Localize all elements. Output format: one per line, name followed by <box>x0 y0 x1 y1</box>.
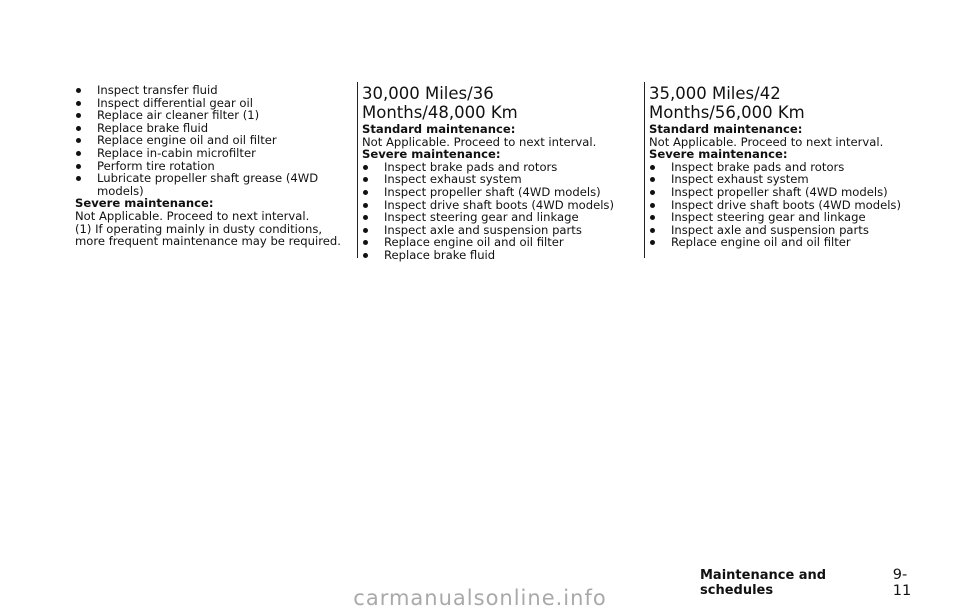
list-item: Replace engine oil and oil filter <box>362 236 620 249</box>
page-number: 9-11 <box>892 567 912 599</box>
list-item: Replace brake fluid <box>362 249 620 262</box>
list-item: Inspect differential gear oil <box>75 97 343 110</box>
list-item: Replace air cleaner filter (1) <box>75 109 343 122</box>
list-item: Inspect exhaust system <box>649 173 907 186</box>
list-item: Inspect propeller shaft (4WD models) <box>649 186 907 199</box>
list-item: Perform tire rotation <box>75 160 343 173</box>
list-item: Replace engine oil and oil filter <box>75 134 343 147</box>
maintenance-list <box>649 161 907 249</box>
list-item: Inspect drive shaft boots (4WD models) <box>649 199 907 212</box>
list-item: Replace engine oil and oil filter <box>649 236 907 249</box>
severe-heading: Severe maintenance: <box>362 147 501 162</box>
list-item: Inspect drive shaft boots (4WD models) <box>362 199 620 212</box>
section-name: Maintenance and schedules <box>700 568 827 598</box>
list-item: Lubricate propeller shaft grease (4WD models) <box>75 172 343 197</box>
interval-title: 30,000 Miles/36 Months/48,000 Km <box>362 84 518 122</box>
interval-title: 35,000 Miles/42 Months/56,000 Km <box>649 84 805 122</box>
column-35000-miles <box>644 82 907 258</box>
maintenance-list <box>75 84 343 197</box>
list-item: Inspect steering gear and linkage <box>649 211 907 224</box>
list-item: Replace in-cabin microfilter <box>75 147 343 160</box>
list-item: Inspect axle and suspension parts <box>362 224 620 237</box>
severe-text: Not Applicable. Proceed to next interval. <box>75 208 310 223</box>
severe-heading: Severe maintenance: <box>75 196 214 211</box>
severe-heading: Severe maintenance: <box>649 147 788 162</box>
list-item: Inspect axle and suspension parts <box>649 224 907 237</box>
list-item: Inspect exhaust system <box>362 173 620 186</box>
column-continued-list <box>75 84 343 248</box>
list-item: Inspect propeller shaft (4WD models) <box>362 186 620 199</box>
list-item: Inspect transfer fluid <box>75 84 343 97</box>
standard-text: Not Applicable. Proceed to next interval. <box>362 134 597 149</box>
watermark: carmanualsonline.info <box>353 586 607 610</box>
list-item: Inspect brake pads and rotors <box>362 161 620 174</box>
footnote: (1) If operating mainly in dusty conditions, more frequent maintenance may be required. <box>75 221 341 249</box>
standard-heading: Standard maintenance: <box>649 122 803 136</box>
standard-heading: Standard maintenance: <box>362 122 516 136</box>
list-item: Inspect brake pads and rotors <box>649 161 907 174</box>
list-item: Replace brake fluid <box>75 122 343 135</box>
standard-text: Not Applicable. Proceed to next interval. <box>649 134 884 149</box>
maintenance-list <box>362 161 620 262</box>
list-item: Inspect steering gear and linkage <box>362 211 620 224</box>
column-30000-miles <box>357 82 620 262</box>
